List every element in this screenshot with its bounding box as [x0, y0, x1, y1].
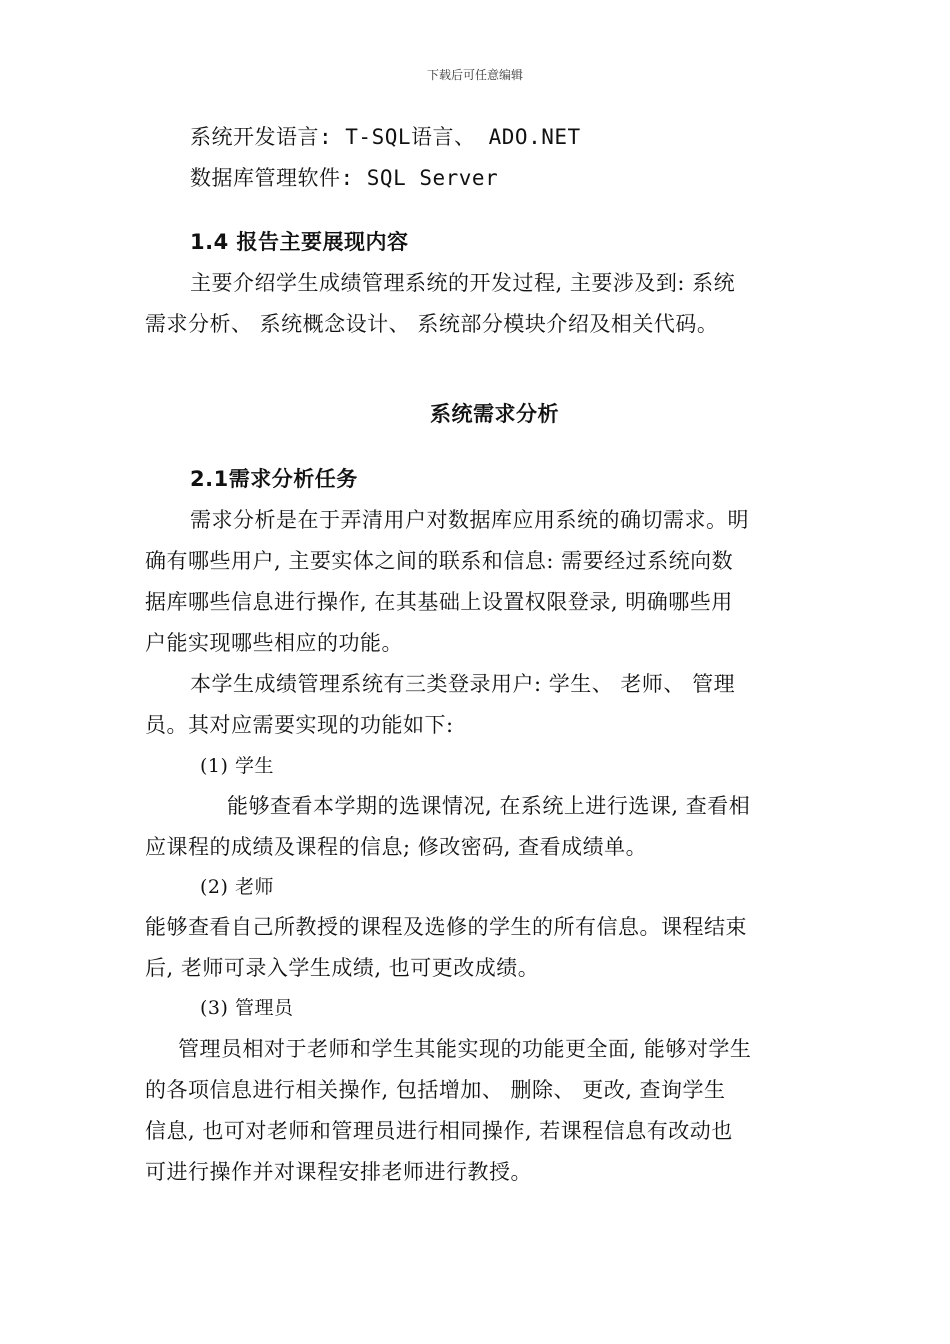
chapter-title: 系统需求分析 [430, 402, 559, 426]
paragraph-line: 员。其对应需要实现的功能如下: [145, 713, 454, 737]
paragraph-line: 本学生成绩管理系统有三类登录用户: 学生、 老师、 管理 [190, 672, 736, 696]
paragraph-line: 应课程的成绩及课程的信息; 修改密码, 查看成绩单。 [145, 835, 648, 859]
paragraph-line: 信息, 也可对老师和管理员进行相同操作, 若课程信息有改动也 [145, 1119, 733, 1143]
list-heading-teacher: (2) 老师 [200, 876, 274, 898]
paragraph-line: 能够查看自己所教授的课程及选修的学生的所有信息。课程结束 [145, 915, 747, 939]
paragraph-line: 需求分析、 系统概念设计、 系统部分模块介绍及相关代码。 [145, 312, 719, 336]
paragraph-line: 的各项信息进行相关操作, 包括增加、 删除、 更改, 查询学生 [145, 1078, 726, 1102]
paragraph-line: 户能实现哪些相应的功能。 [145, 631, 403, 655]
paragraph-line: 主要介绍学生成绩管理系统的开发过程, 主要涉及到: 系统 [190, 271, 736, 295]
paragraph-line: 可进行操作并对课程安排老师进行教授。 [145, 1160, 532, 1184]
paragraph-line: 确有哪些用户, 主要实体之间的联系和信息: 需要经过系统向数 [145, 549, 734, 573]
section-heading-1-4: 1.4 报告主要展现内容 [190, 230, 409, 254]
paragraph-line: 需求分析是在于弄清用户对数据库应用系统的确切需求。明 [190, 508, 749, 532]
section-heading-2-1: 2.1需求分析任务 [190, 467, 358, 491]
page-header-note: 下载后可任意编辑 [426, 68, 523, 82]
paragraph-line: 管理员相对于老师和学生其能实现的功能更全面, 能够对学生 [178, 1037, 752, 1061]
dev-language-line: 系统开发语言: T-SQL语言、 ADO.NET [190, 125, 581, 149]
paragraph-line: 能够查看本学期的选课情况, 在系统上进行选课, 查看相 [227, 794, 751, 818]
db-software-line: 数据库管理软件: SQL Server [190, 166, 499, 190]
paragraph-line: 据库哪些信息进行操作, 在其基础上设置权限登录, 明确哪些用 [145, 590, 733, 614]
paragraph-line: 后, 老师可录入学生成绩, 也可更改成绩。 [145, 956, 540, 980]
list-heading-admin: (3) 管理员 [200, 997, 294, 1019]
list-heading-student: (1) 学生 [200, 755, 274, 777]
